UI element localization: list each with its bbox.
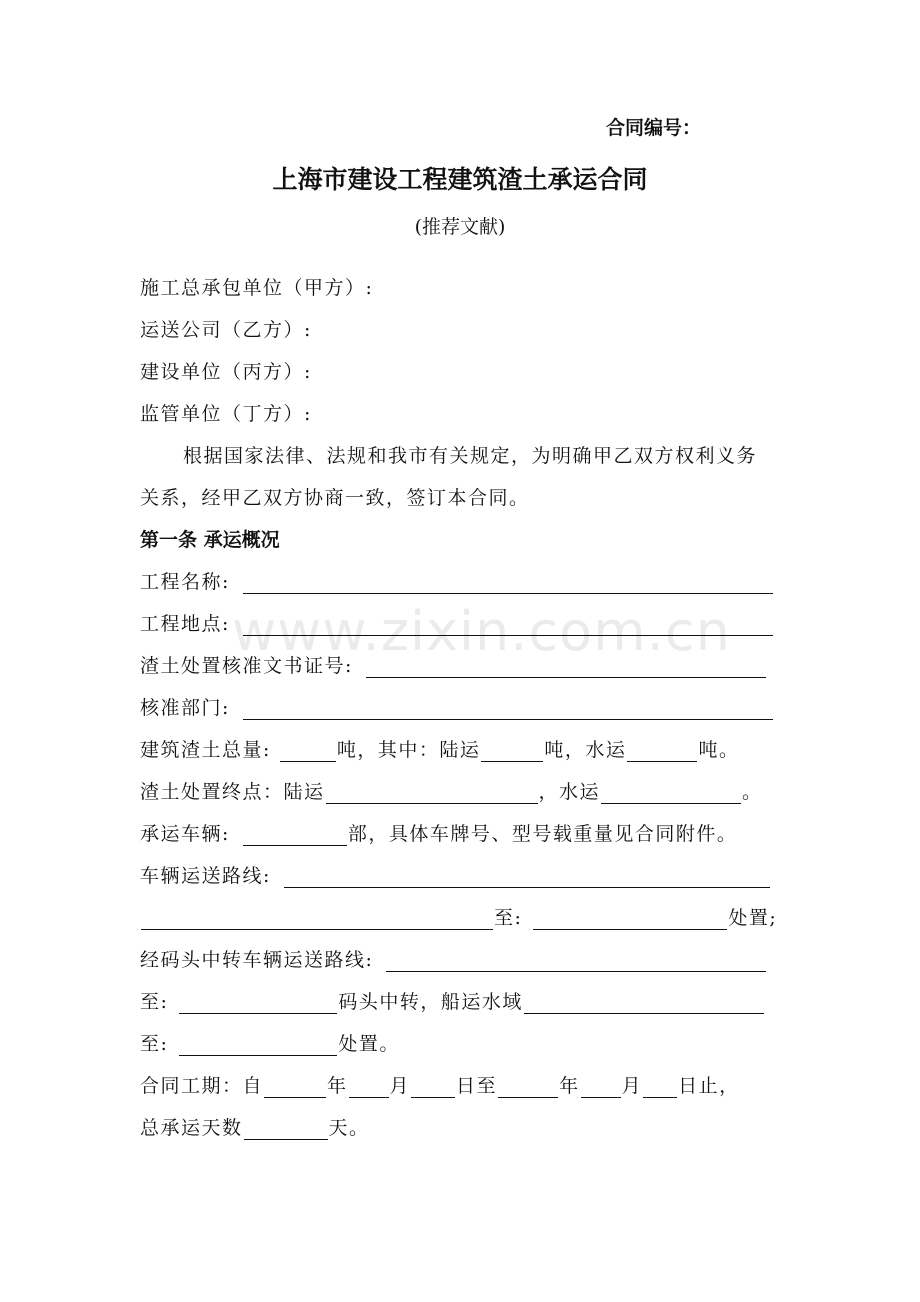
project-location-row: 工程地点: [140, 602, 774, 636]
approval-doc-blank[interactable] [366, 655, 766, 678]
preamble-line-1: 根据国家法律、法规和我市有关规定，为明确甲乙双方权利义务 [183, 445, 758, 467]
total-volume-row: 建筑渣土总量: 吨，其中：陆运 吨，水运 吨。 [140, 739, 740, 761]
total-days-blank[interactable] [244, 1117, 328, 1140]
contract-period-row: 合同工期：自 年 月 日至 年 月 日止， [140, 1075, 740, 1097]
route-to-blank[interactable] [533, 907, 727, 930]
document-title: 上海市建设工程建筑渣土承运合同 [272, 165, 648, 194]
vehicles-row: 承运车辆: 部，具体车牌号、型号载重量见合同附件。 [140, 823, 738, 845]
disposal-endpoint-row: 渣土处置终点：陆运 ，水运 。 [140, 781, 763, 803]
party-general-contractor: 施工总承包单位（甲方）: [140, 277, 374, 299]
land-volume-blank[interactable] [481, 739, 543, 762]
total-days-row: 总承运天数 天。 [140, 1117, 370, 1139]
end-day-blank[interactable] [643, 1075, 677, 1098]
water-endpoint-blank[interactable] [601, 781, 741, 804]
party-supervision-unit: 监管单位（丁方）: [140, 403, 312, 425]
dock-dispose-blank[interactable] [179, 1033, 337, 1056]
party-transport-company: 运送公司（乙方）: [140, 319, 312, 341]
section1-heading: 第一条 承运概况 [140, 529, 280, 551]
dock-route-row: 经码头中转车辆运送路线: [140, 938, 767, 972]
end-year-blank[interactable] [498, 1075, 558, 1098]
end-month-blank[interactable] [581, 1075, 621, 1098]
waterway-blank[interactable] [524, 991, 764, 1014]
preamble-line-2: 关系，经甲乙双方协商一致，签订本合同。 [140, 487, 530, 509]
start-year-blank[interactable] [264, 1075, 326, 1098]
route-to-row: 至: 处置; [140, 896, 777, 930]
watermark: www.zixin.com.cn [232, 600, 731, 663]
contract-number-label: 合同编号： [606, 117, 702, 139]
approval-doc-row: 渣土处置核准文书证号: [140, 644, 767, 678]
project-name-row: 工程名称: [140, 560, 774, 594]
project-name-blank[interactable] [243, 571, 773, 594]
dock-name-blank[interactable] [179, 991, 337, 1014]
dock-dispose-row: 至: 处置。 [140, 1033, 400, 1055]
approval-dept-blank[interactable] [243, 697, 773, 720]
document-subtitle: (推荐文献) [414, 216, 506, 238]
route-blank[interactable] [284, 865, 770, 888]
start-day-blank[interactable] [411, 1075, 455, 1098]
water-volume-blank[interactable] [627, 739, 697, 762]
vehicle-count-blank[interactable] [243, 823, 347, 846]
dock-transfer-row: 至: 码头中转，船运水域 [140, 980, 765, 1014]
project-location-blank[interactable] [243, 613, 773, 636]
approval-dept-row: 核准部门: [140, 686, 774, 720]
route-row: 车辆运送路线: [140, 854, 771, 888]
party-construction-unit: 建设单位（丙方）: [140, 361, 312, 383]
total-volume-blank[interactable] [280, 739, 336, 762]
land-endpoint-blank[interactable] [326, 781, 538, 804]
route-from-blank[interactable] [141, 907, 493, 930]
dock-route-blank[interactable] [386, 949, 766, 972]
start-month-blank[interactable] [349, 1075, 389, 1098]
